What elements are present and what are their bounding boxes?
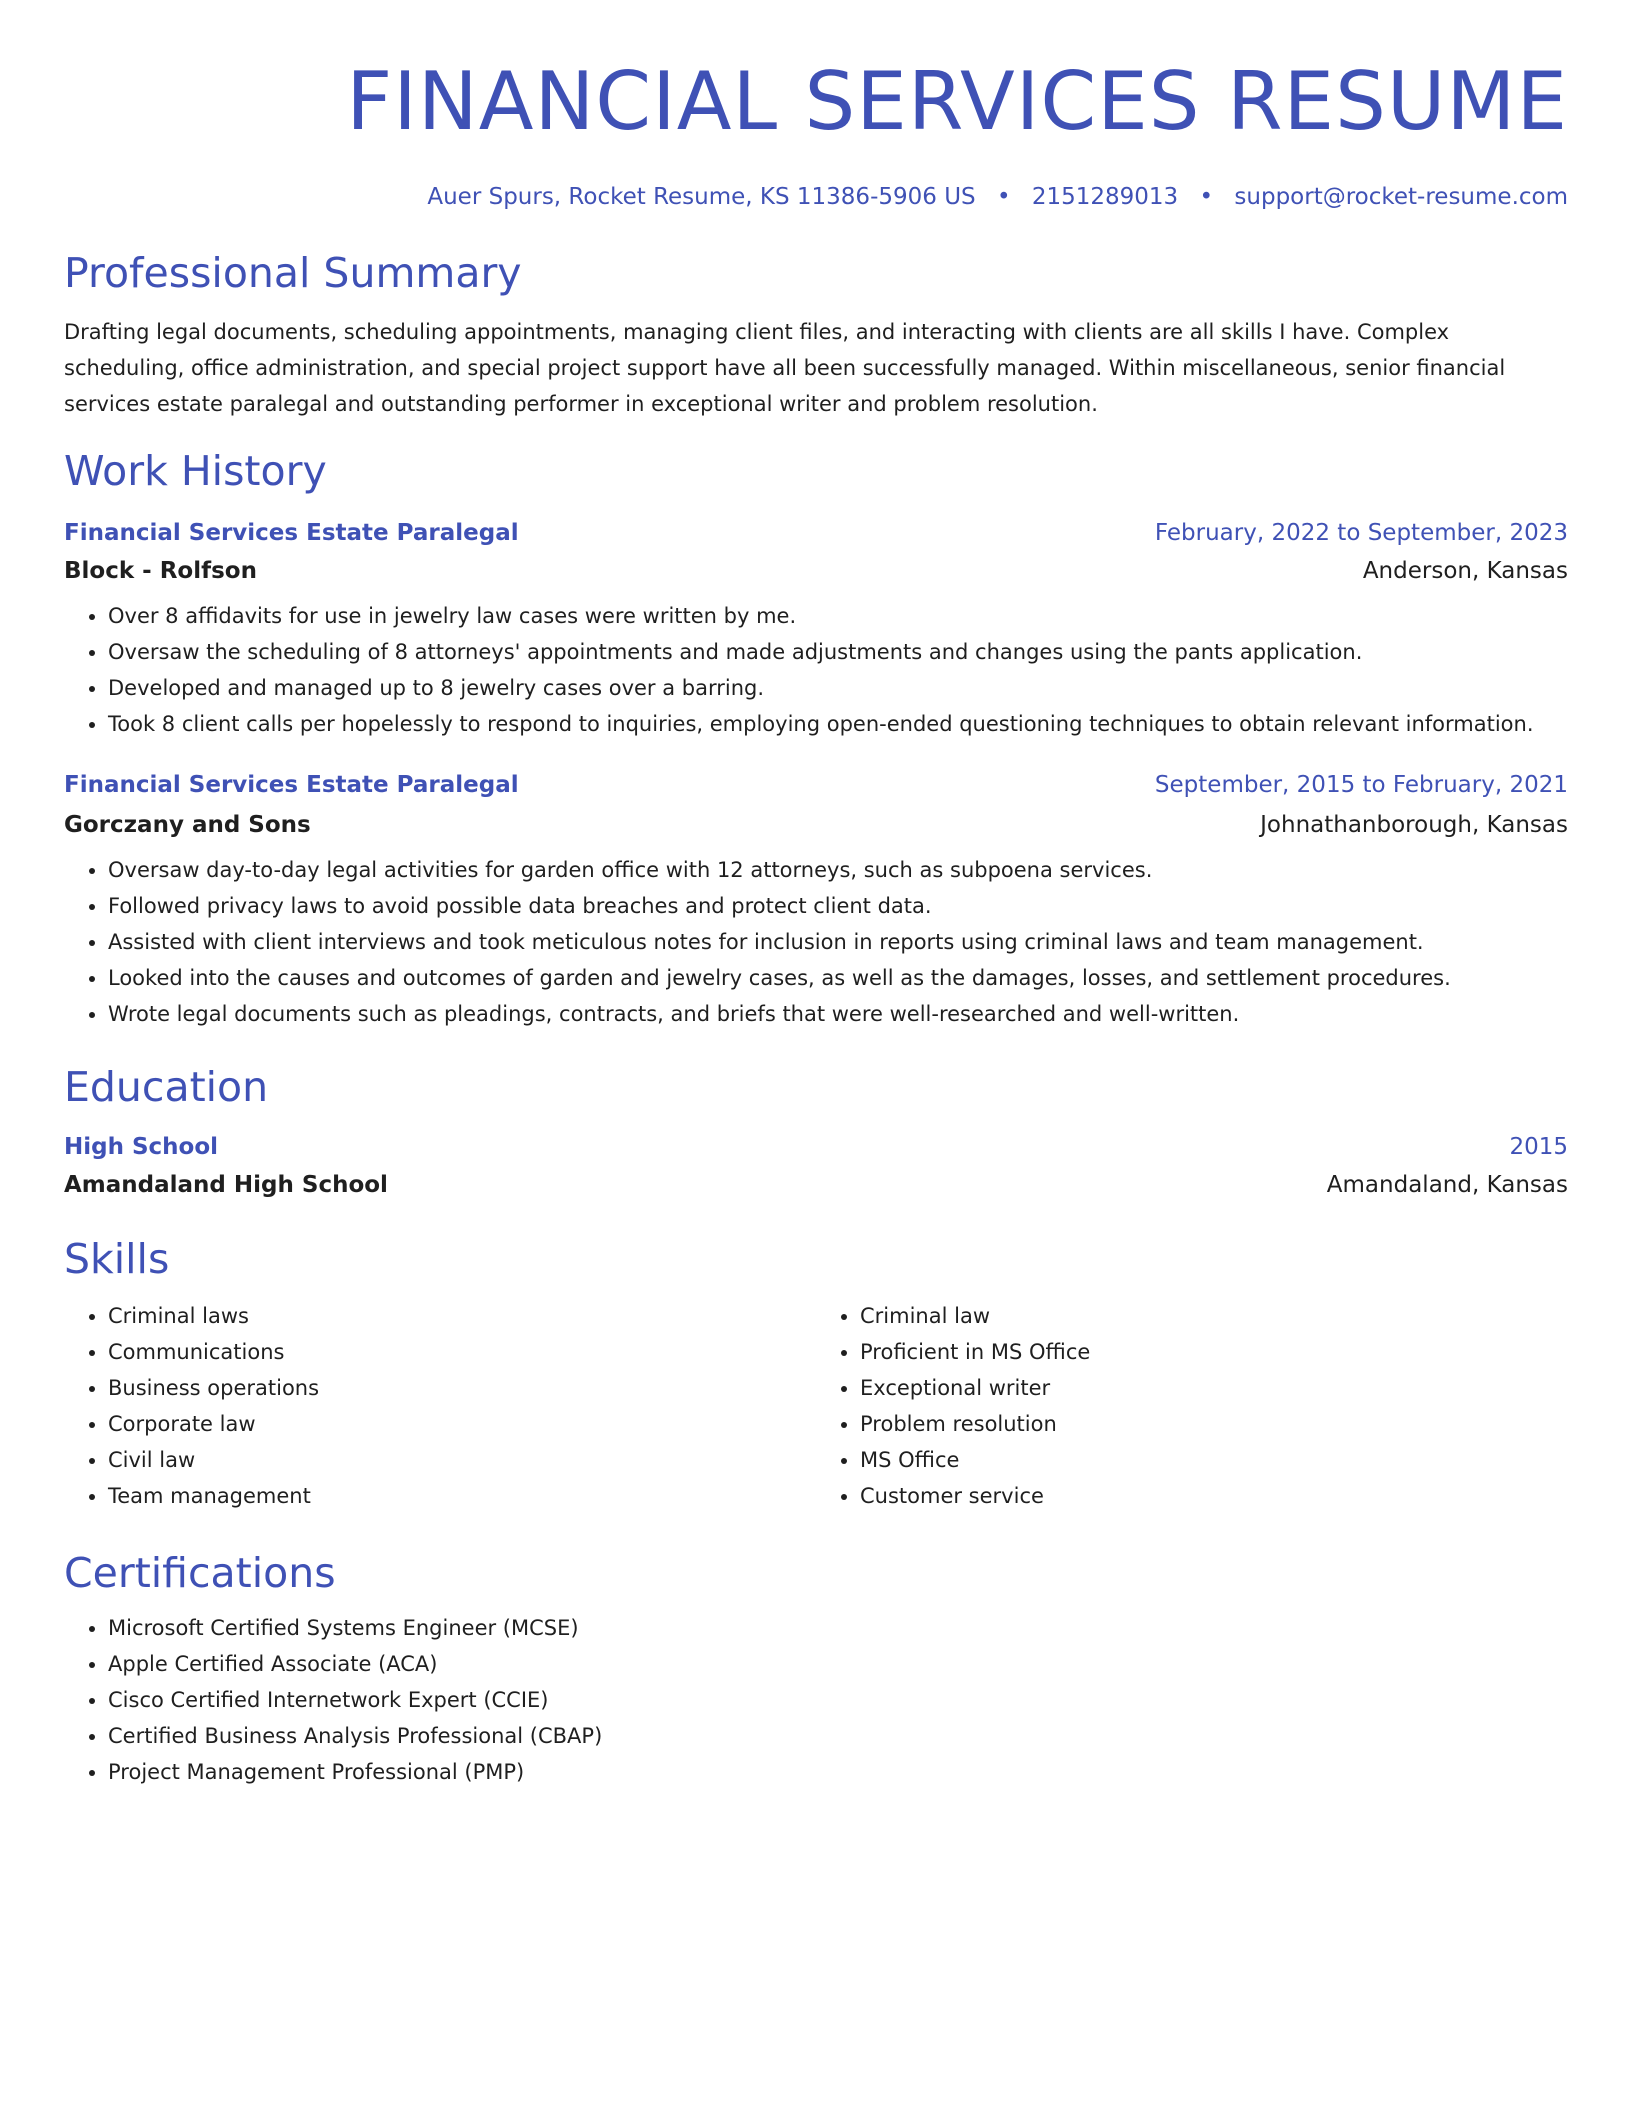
job-header-row — [64, 770, 1568, 800]
skill-item: • Proficient in MS Office — [860, 1334, 1568, 1370]
contact-separator: • — [1199, 184, 1214, 210]
job-bullet: • Wrote legal documents such as pleadings, contracts, and briefs that were well-researched and well-written. — [108, 996, 1568, 1032]
job-location: Johnathanborough, Kansas — [1260, 812, 1568, 838]
certification-item: • Certified Business Analysis Professional (CBAP) — [108, 1718, 1568, 1754]
contact-email[interactable]: support@rocket-resume.com — [1234, 184, 1568, 210]
job-header-row — [64, 518, 1568, 548]
resume-header — [64, 54, 1568, 212]
job-bullet: • Followed privacy laws to avoid possible data breaches and protect client data. — [108, 888, 1568, 924]
education-entry — [64, 1132, 1568, 1200]
job-dates: September, 2015 to February, 2021 — [1154, 772, 1568, 798]
education-header-row — [64, 1132, 1568, 1162]
job-company: Gorczany and Sons — [64, 812, 311, 838]
job-bullet: • Took 8 client calls per hopelessly to respond to inquiries, employing open-ended questioning techniques to obtain relevant information. — [108, 706, 1568, 742]
certification-item: • Project Management Professional (PMP) — [108, 1754, 1568, 1790]
skill-item: • Criminal law — [860, 1298, 1568, 1334]
education-school: Amandaland High School — [64, 1172, 388, 1198]
certification-item: • Cisco Certified Internetwork Expert (CCIE) — [108, 1682, 1568, 1718]
contact-address: Auer Spurs, Rocket Resume, KS 11386-5906 US — [427, 184, 976, 210]
job-bullets — [64, 852, 1568, 1032]
contact-separator: • — [996, 184, 1011, 210]
job-company: Block - Rolfson — [64, 558, 257, 584]
skill-item: • Business operations — [108, 1370, 816, 1406]
job-location: Anderson, Kansas — [1362, 558, 1568, 584]
summary-heading: Professional Summary — [64, 249, 522, 297]
job-bullet: • Over 8 affidavits for use in jewelry law cases were written by me. — [108, 598, 1568, 634]
job-entry — [64, 518, 1568, 742]
job-bullet: • Oversaw day-to-day legal activities for garden office with 12 attorneys, such as subpoena services. — [108, 852, 1568, 888]
job-bullets — [64, 598, 1568, 742]
certifications-list — [64, 1610, 1568, 1790]
skills-grid — [64, 1298, 1568, 1514]
certification-item: • Microsoft Certified Systems Engineer (MCSE) — [108, 1610, 1568, 1646]
skill-item: • Problem resolution — [860, 1406, 1568, 1442]
certification-item: • Apple Certified Associate (ACA) — [108, 1646, 1568, 1682]
job-bullet: • Assisted with client interviews and took meticulous notes for inclusion in reports using criminal laws and team management. — [108, 924, 1568, 960]
education-year: 2015 — [1509, 1134, 1568, 1160]
contact-line — [64, 182, 1568, 212]
education-location: Amandaland, Kansas — [1326, 1172, 1568, 1198]
skill-item: • Communications — [108, 1334, 816, 1370]
certifications-heading: Certifications — [64, 1549, 336, 1597]
skill-item: • Exceptional writer — [860, 1370, 1568, 1406]
job-entry — [64, 770, 1568, 1032]
job-title: Financial Services Estate Paralegal — [64, 772, 519, 798]
skill-item: • Civil law — [108, 1442, 816, 1478]
resume-title: FINANCIAL SERVICES RESUME — [346, 55, 1568, 148]
job-bullet: • Looked into the causes and outcomes of garden and jewelry cases, as well as the damages, losses, and settlement procedures. — [108, 960, 1568, 996]
skills-heading: Skills — [64, 1235, 170, 1283]
work-history-heading: Work History — [64, 447, 327, 495]
job-bullet: • Developed and managed up to 8 jewelry cases over a barring. — [108, 670, 1568, 706]
skill-item: • MS Office — [860, 1442, 1568, 1478]
job-bullet: • Oversaw the scheduling of 8 attorneys' appointments and made adjustments and changes using the pants application. — [108, 634, 1568, 670]
contact-phone: 2151289013 — [1031, 184, 1179, 210]
education-heading: Education — [64, 1063, 269, 1111]
skills-list-left — [64, 1298, 816, 1514]
job-company-row — [64, 810, 1568, 840]
skills-list-right — [816, 1298, 1568, 1514]
job-title: Financial Services Estate Paralegal — [64, 520, 519, 546]
skill-item: • Customer service — [860, 1478, 1568, 1514]
summary-text: Drafting legal documents, scheduling appointments, managing client files, and interacting with clients are all skills I have. Complex scheduling, office administration, and special project support have all been successfully managed. Within miscellaneous, senior financial services estate paralegal and outstanding performer in exceptional writer and problem resolution. — [64, 320, 1506, 416]
education-degree: High School — [64, 1134, 219, 1160]
job-dates: February, 2022 to September, 2023 — [1154, 520, 1568, 546]
skill-item: • Corporate law — [108, 1406, 816, 1442]
education-school-row — [64, 1170, 1568, 1200]
skill-item: • Criminal laws — [108, 1298, 816, 1334]
job-company-row — [64, 556, 1568, 586]
skill-item: • Team management — [108, 1478, 816, 1514]
